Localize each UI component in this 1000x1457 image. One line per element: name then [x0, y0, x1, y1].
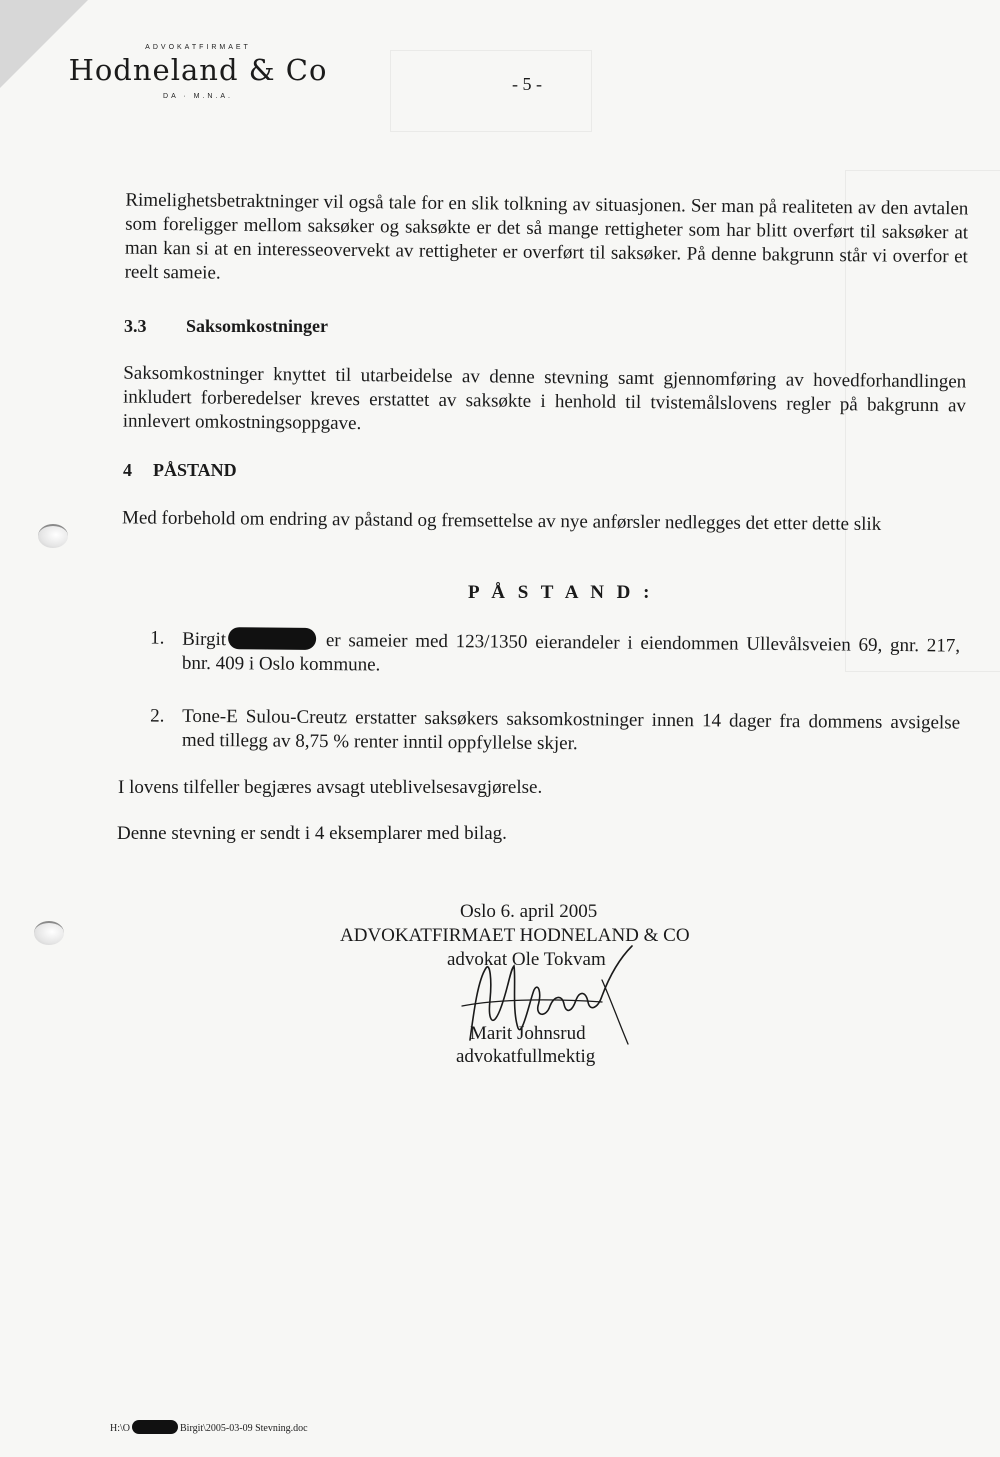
claim-number: 1. — [150, 627, 165, 649]
claim-body — [182, 627, 960, 683]
show-through-box — [390, 50, 592, 132]
redaction-mark — [228, 627, 316, 650]
signer-name: Marit Johnsrud — [470, 1023, 586, 1044]
claim-text: er sameier med 123/1350 eierandeler i eiendommen Ullevålsveien 69, gnr. 217, bnr. 409 i Oslo kommune. — [181, 630, 961, 676]
claim-item-1 — [150, 626, 960, 682]
file-path-start: H:\O — [110, 1423, 130, 1434]
signer-title: advokatfullmektig — [456, 1046, 596, 1067]
letterhead-top: ADVOKATFIRMAET — [145, 44, 251, 51]
firm-name: ADVOKATFIRMAET HODNELAND & CO — [340, 925, 690, 946]
letterhead-sub: DA · M.N.A. — [163, 93, 233, 101]
redaction-mark — [132, 1420, 178, 1434]
heading-number: 4 — [123, 460, 132, 480]
file-path-end: Birgit\2005-03-09 Stevning.doc — [180, 1423, 308, 1434]
section-heading-3-3 — [124, 316, 328, 337]
claim-title: P Å S T A N D : — [468, 582, 654, 603]
punch-hole — [38, 524, 68, 548]
heading-title: Saksomkostninger — [186, 316, 329, 336]
claim-body: Tone-E Sulou-Creutz erstatter saksøkers saksomkostninger innen 14 dager fra dommens avsigelse med tillegg av 8,75 % renter inntil oppfyllelse skjer. — [181, 705, 961, 755]
paragraph-copies: Denne stevning er sendt i 4 eksemplarer med bilag. — [117, 823, 507, 844]
letterhead — [68, 44, 328, 100]
section-heading-4 — [123, 460, 237, 481]
paragraph-default-judgment: I lovens tilfeller begjæres avsagt uteblivelsesavgjørelse. — [118, 777, 543, 798]
lawyer-name: advokat Ole Tokvam — [447, 949, 606, 970]
paragraph-reasonableness: Rimelighetsbetraktninger vil også tale for en slik tolkning av situasjonen. Ser man på realiteten av den avtalen som foreligger mellom saksøker og saksøkte er det så mange rettigheter som har blitt overført til saksøker at man kan si at en interesseovervekt av rettigheter er overført til saksøker. På denne bakgrunn står vi overfor et reelt sameie. — [124, 189, 969, 284]
letterhead-name: Hodneland & Co — [68, 53, 328, 87]
file-path-footer — [110, 1420, 308, 1434]
paragraph-reservation: Med forbehold om endring av påstand og fremsettelse av nye anførsler nedlegges det etter dette slik — [121, 507, 882, 535]
page-number: - 5 - — [512, 74, 542, 94]
paragraph-costs: Saksomkostninger knyttet til utarbeidelse av denne stevning samt gjennomføring av hovedforhandlingen inkludert forberedelser kreves erstattet av saksøkte i henhold til tvistemålslovens regler på bakgrunn av innlevert omkostningsoppgave. — [122, 362, 967, 435]
heading-number: 3.3 — [124, 316, 147, 336]
place-date: Oslo 6. april 2005 — [460, 901, 598, 922]
punch-hole — [34, 921, 64, 945]
claim-number: 2. — [150, 705, 165, 727]
claim-item-2 — [150, 704, 960, 759]
claim-name: Birgit — [182, 628, 227, 651]
heading-title: PÅSTAND — [153, 460, 237, 480]
